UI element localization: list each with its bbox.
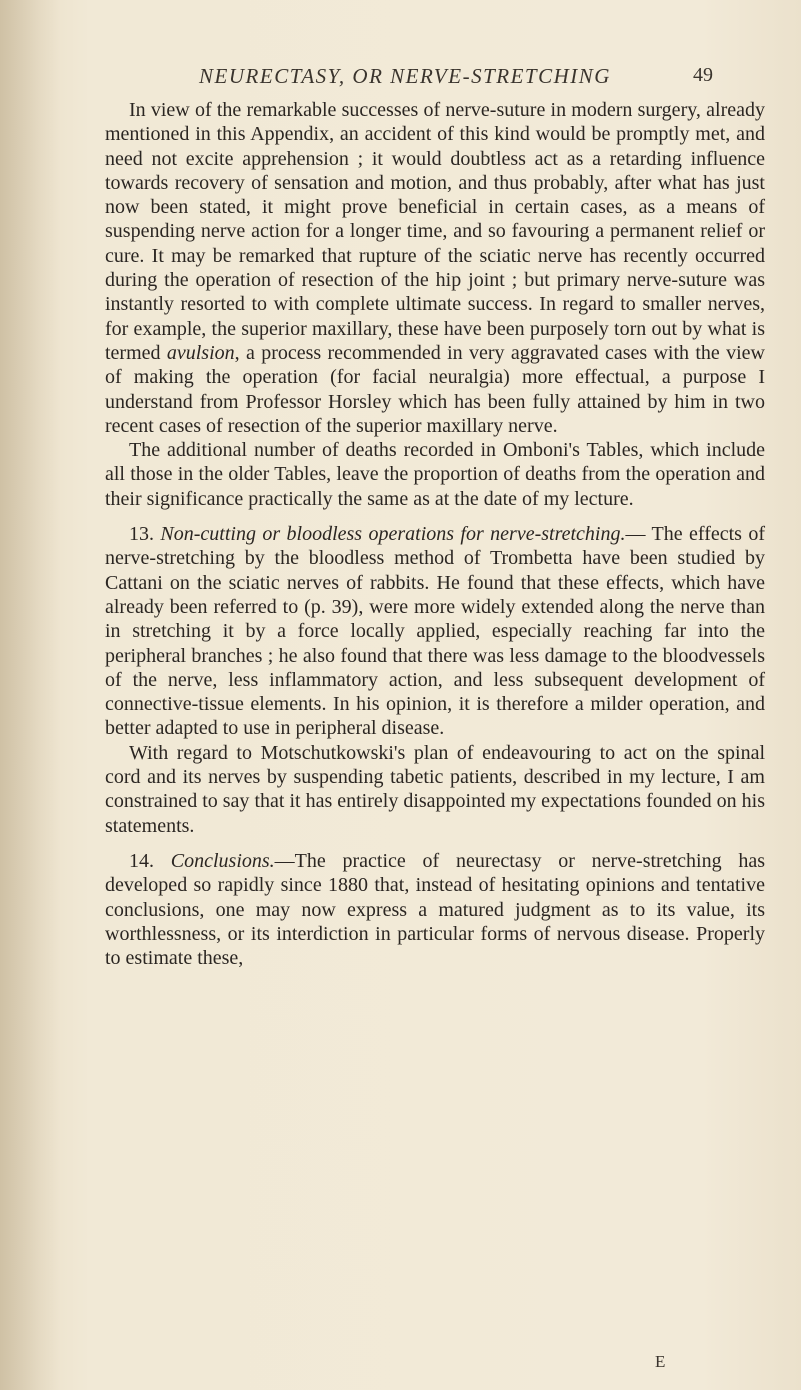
signature-mark: E: [655, 1352, 666, 1371]
paragraph-text: The additional number of deaths recorded in Omboni's Tables, which include all those in the older Tables, leave the proportion of deaths from the operation and their significance practically the same as at the date of my lecture.: [105, 439, 765, 510]
paragraph-text-tail: , a process recommended in very aggravated cases with the view of making the operation (for facial neuralgia) more effectual, a purpose I understand from Professor Horsley which has been fully attained by him in two recent cases of resection of the superior maxillary nerve.: [105, 341, 766, 437]
section-text: — The effects of nerve-stretching by the bloodless method of Trombetta have been studied by Cattani on the sciatic nerves of rabbits. He found that these effects, which have already been referred to (p. 39), were more widely extended along the nerve than in stretching it by a force locally applied, especially reaching far into the peripheral branches ; he also found that there was less damage to the bloodvessels of the nerve, less inflammatory action, and less subsequent development of connective-tissue elements. In his opinion, it is therefore a milder operation, and better adapted to use in peripheral disease.: [105, 523, 766, 740]
paragraph-text: With regard to Motschutkowski's plan of endeavouring to act on the spinal cord and its nerves by suspending tabetic patients, described in my lecture, I am constrained to say that it has entirely disappointed my expectations founded on his statements.: [105, 741, 765, 837]
page-edge-shadow: [0, 0, 60, 1390]
section-heading: Non-cutting or bloodless operations for nerve-stretching.: [160, 523, 626, 546]
body-text: [105, 98, 765, 970]
running-title: NEURECTASY, OR NERVE-STRETCHING: [199, 64, 611, 88]
section-text: —The practice of neurectasy or nerve-stretching has developed so rapidly since 1880 that, instead of hesitating opinions and tentative conclusions, one may now express a matured judgment as to its value, its worthlessness, or its interdiction in particular forms of nervous disease. Properly to estimate these,: [105, 849, 766, 970]
paragraph-avulsion: [105, 98, 765, 438]
italic-term: avulsion: [166, 341, 235, 364]
section-13: [105, 522, 765, 741]
section-number: 13.: [129, 523, 161, 546]
paragraph-omboni-tables: [105, 438, 765, 511]
paragraph-text: In view of the remarkable successes of nerve-suture in modern surgery, already mentioned in this Appendix, an accident of this kind would be promptly met, and need not excite apprehension ; it would doubtless act as a retarding influence towards recovery of sensation and motion, and thus probably, after what has just now been stated, it might prove beneficial in certain cases, as a means of suspending nerve action for a longer time, and so favouring a permanent relief or cure. It may be remarked that rupture of the sciatic nerve has recently occurred during the operation of resection of the hip joint ; but primary nerve-suture was instantly resorted to with complete ultimate success. In regard to smaller nerves, for example, the superior maxillary, these have been purposely torn out by what is termed: [105, 99, 765, 364]
paragraph-motschutkowski: [105, 741, 765, 838]
section-14: [105, 849, 765, 970]
page-number: 49: [693, 64, 713, 86]
section-number: 14.: [129, 849, 171, 872]
section-heading: Conclusions.: [170, 849, 275, 872]
